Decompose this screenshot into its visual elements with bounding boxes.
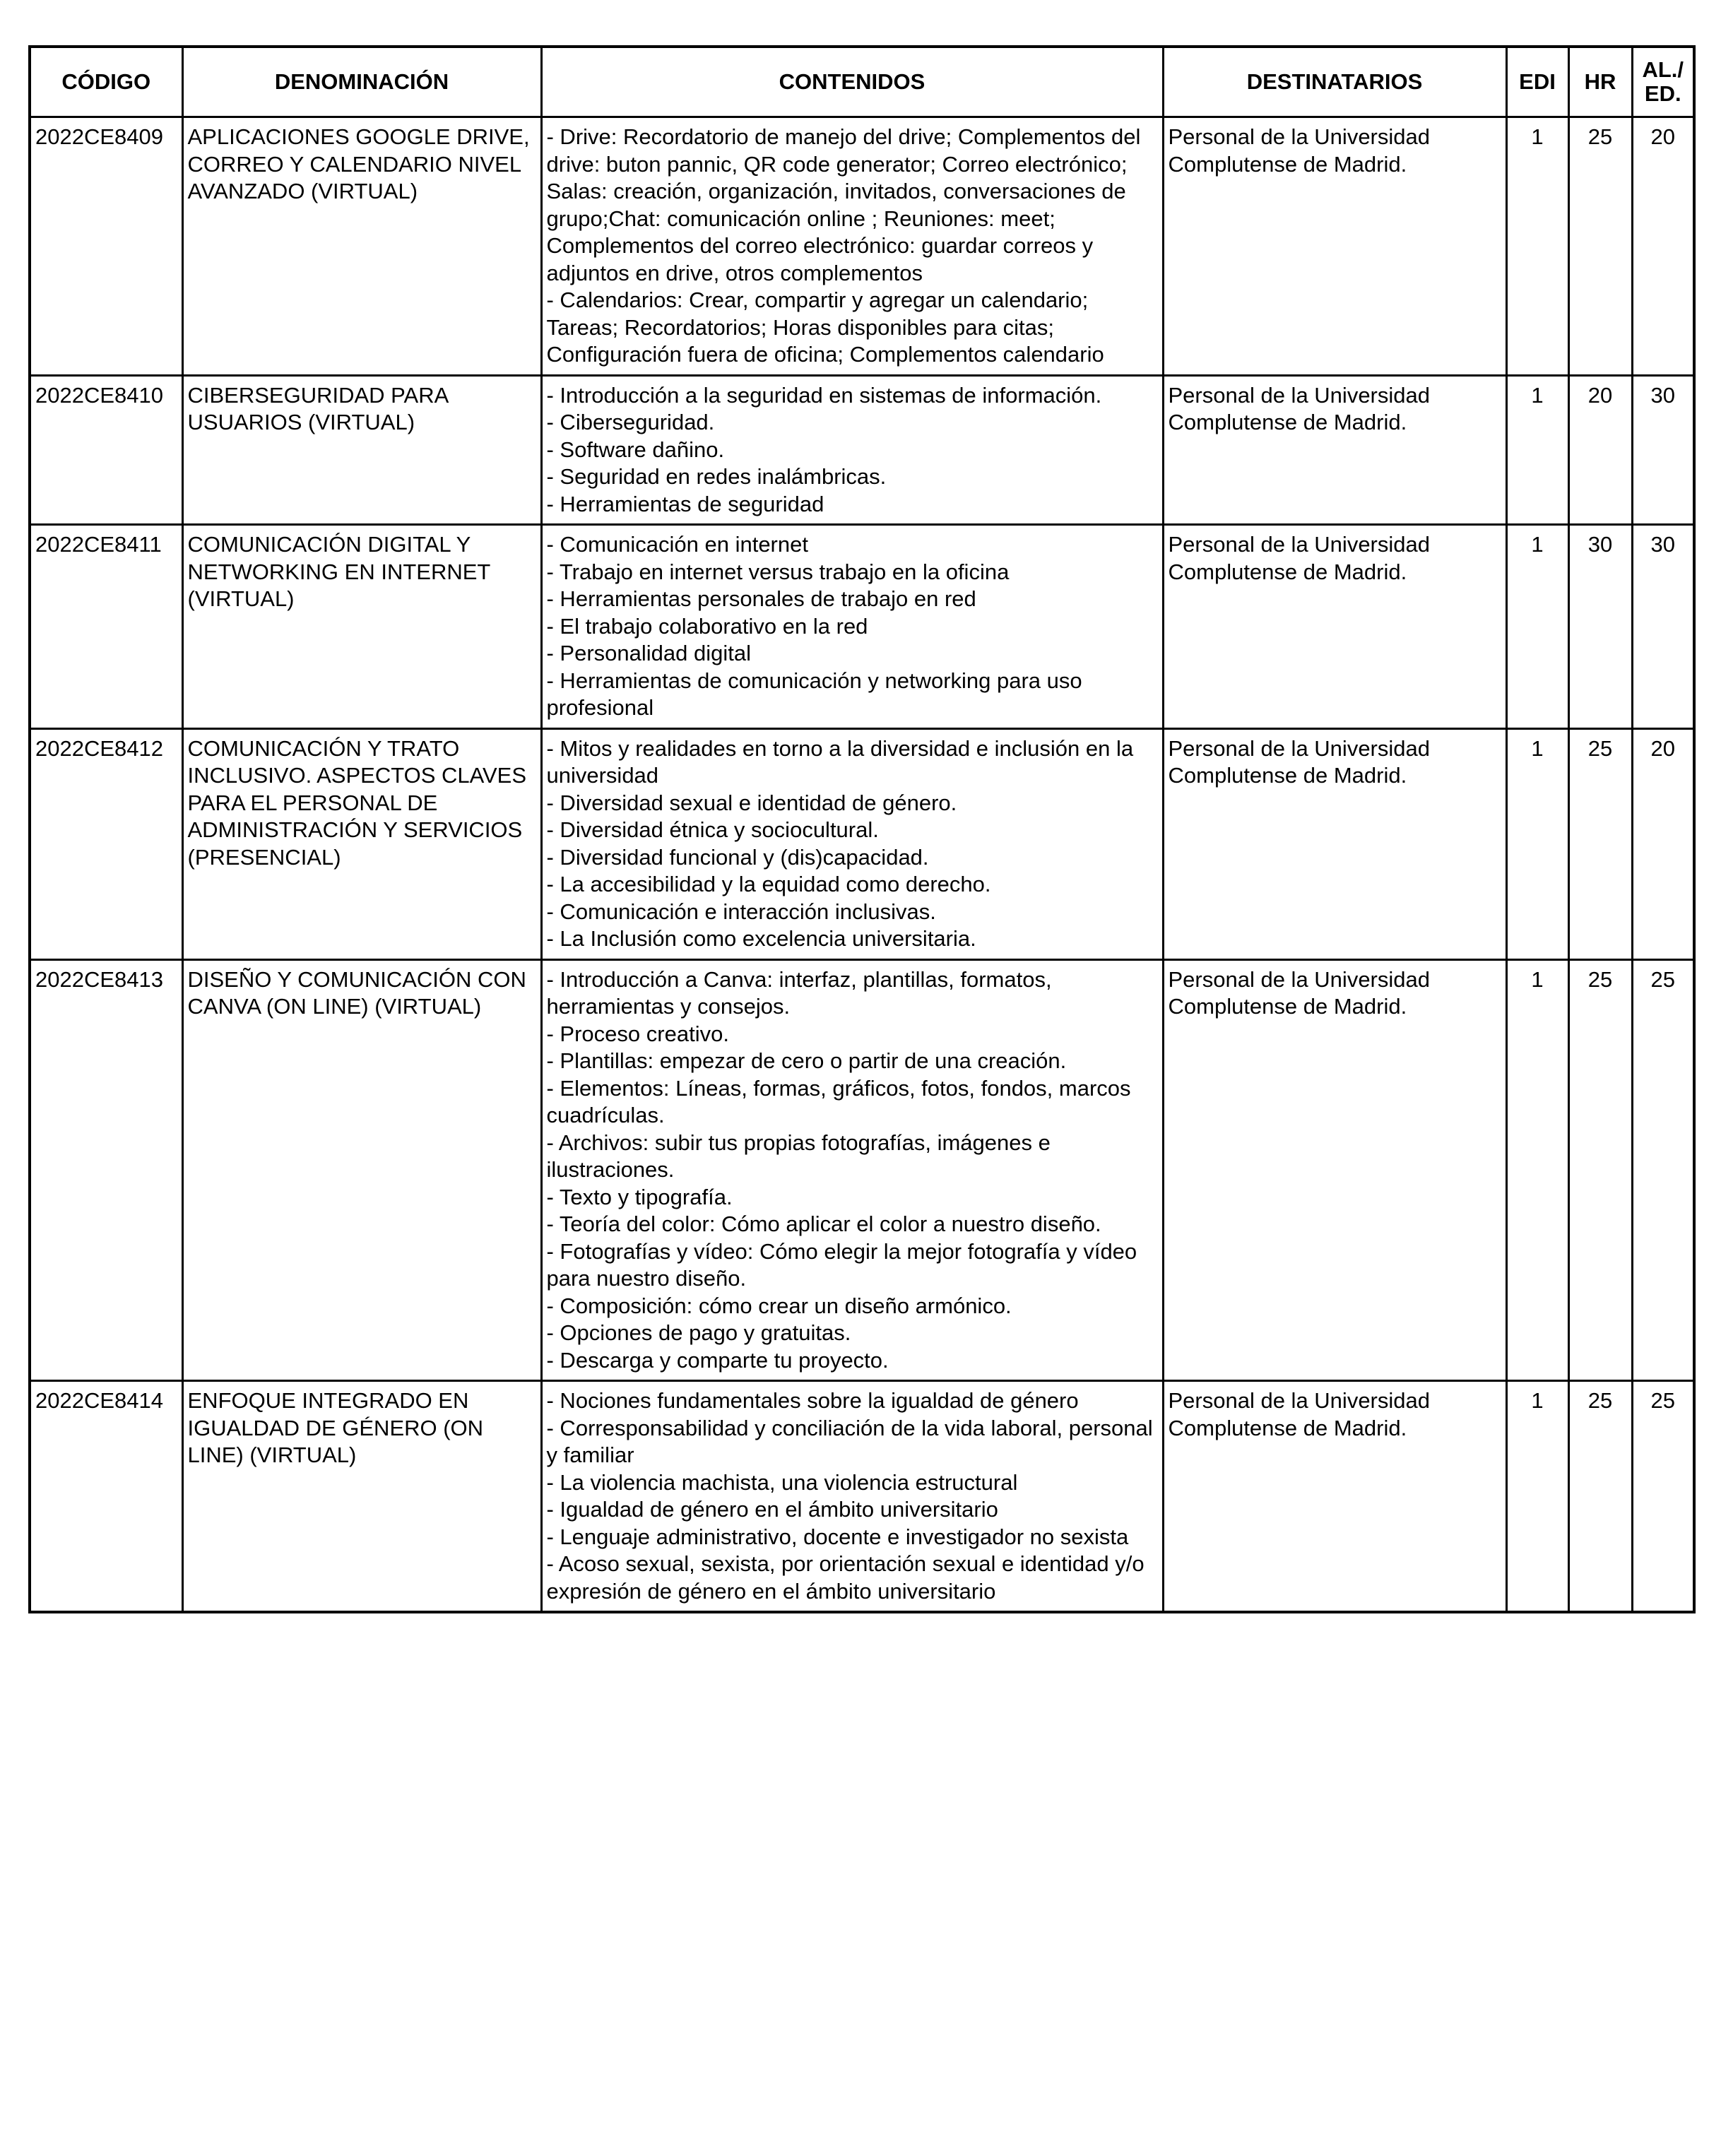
contenido-item: - Opciones de pago y gratuitas. bbox=[546, 1320, 851, 1345]
table-row bbox=[30, 375, 1694, 525]
cell-contenidos bbox=[541, 525, 1163, 729]
cell-hr: 30 bbox=[1568, 525, 1632, 729]
cell-contenidos bbox=[541, 1381, 1163, 1613]
contenido-item: - Acoso sexual, sexista, por orientación sexual e identidad y/o expresión de género en el ámbito universitario bbox=[546, 1551, 1145, 1604]
header-contenidos: CONTENIDOS bbox=[541, 47, 1163, 117]
contenido-item: - Herramientas de comunicación y networking para uso profesional bbox=[546, 668, 1082, 720]
contenido-item: - Software dañino. bbox=[546, 437, 725, 462]
cell-hr: 25 bbox=[1568, 1381, 1632, 1613]
header-edi: EDI bbox=[1506, 47, 1568, 117]
contenido-item: - Diversidad étnica y sociocultural. bbox=[546, 817, 879, 842]
cell-al-ed: 25 bbox=[1632, 1381, 1694, 1613]
header-al-ed: AL./ ED. bbox=[1632, 47, 1694, 117]
contenido-item: - Introducción a la seguridad en sistemas de información. bbox=[546, 382, 1102, 408]
cell-denominacion: ENFOQUE INTEGRADO EN IGUALDAD DE GÉNERO (ON LINE) (VIRTUAL) bbox=[182, 1381, 541, 1613]
cell-denominacion: COMUNICACIÓN Y TRATO INCLUSIVO. ASPECTOS CLAVES PARA EL PERSONAL DE ADMINISTRACIÓN Y SERVICIOS (PRESENCIAL) bbox=[182, 728, 541, 959]
contenido-item: - Calendarios: Crear, compartir y agregar un calendario; Tareas; Recordatorios; Horas disponibles para citas; Configuración fuera de oficina; Complementos calendario bbox=[546, 288, 1104, 367]
contenido-item: - Herramientas de seguridad bbox=[546, 491, 824, 516]
contenido-item: - Lenguaje administrativo, docente e investigador no sexista bbox=[546, 1524, 1129, 1549]
contenido-item: - La violencia machista, una violencia estructural bbox=[546, 1469, 1018, 1495]
cell-contenidos bbox=[541, 959, 1163, 1381]
cell-contenidos bbox=[541, 375, 1163, 525]
cell-denominacion: DISEÑO Y COMUNICACIÓN CON CANVA (ON LINE) (VIRTUAL) bbox=[182, 959, 541, 1381]
contenido-item: - Comunicación en internet bbox=[546, 532, 808, 557]
cell-hr: 20 bbox=[1568, 375, 1632, 525]
cell-destinatarios: Personal de la Universidad Complutense de Madrid. bbox=[1163, 1381, 1506, 1613]
courses-table bbox=[28, 45, 1696, 1613]
contenido-item: - Drive: Recordatorio de manejo del drive; Complementos del drive: buton pannic, QR code generator; Correo electrónico; Salas: creación, organización, invitados, conversaciones de grupo;Chat: comunicación online ; Reuniones: meet; Complementos del correo electrónico: guardar correos y adjuntos en drive, otros complementos bbox=[546, 124, 1141, 285]
cell-edi: 1 bbox=[1506, 375, 1568, 525]
cell-destinatarios: Personal de la Universidad Complutense de Madrid. bbox=[1163, 959, 1506, 1381]
cell-edi: 1 bbox=[1506, 728, 1568, 959]
contenido-item: - Nociones fundamentales sobre la igualdad de género bbox=[546, 1388, 1079, 1413]
cell-al-ed: 20 bbox=[1632, 117, 1694, 376]
contenido-item: - Mitos y realidades en torno a la diversidad e inclusión en la universidad bbox=[546, 735, 1134, 788]
header-codigo: CÓDIGO bbox=[30, 47, 182, 117]
cell-codigo: 2022CE8412 bbox=[30, 728, 182, 959]
cell-destinatarios: Personal de la Universidad Complutense de Madrid. bbox=[1163, 117, 1506, 376]
cell-hr: 25 bbox=[1568, 959, 1632, 1381]
contenido-item: - La accesibilidad y la equidad como derecho. bbox=[546, 872, 991, 896]
cell-codigo: 2022CE8414 bbox=[30, 1381, 182, 1613]
cell-edi: 1 bbox=[1506, 525, 1568, 729]
header-destinatarios: DESTINATARIOS bbox=[1163, 47, 1506, 117]
cell-hr: 25 bbox=[1568, 728, 1632, 959]
cell-contenidos bbox=[541, 117, 1163, 376]
cell-destinatarios: Personal de la Universidad Complutense de Madrid. bbox=[1163, 525, 1506, 729]
contenido-item: - Introducción a Canva: interfaz, plantillas, formatos, herramientas y consejos. bbox=[546, 966, 1052, 1019]
contenido-item: - La Inclusión como excelencia universitaria. bbox=[546, 926, 976, 951]
contenido-item: - Elementos: Líneas, formas, gráficos, fotos, fondos, marcos cuadrículas. bbox=[546, 1075, 1131, 1127]
cell-al-ed: 20 bbox=[1632, 728, 1694, 959]
cell-destinatarios: Personal de la Universidad Complutense de Madrid. bbox=[1163, 728, 1506, 959]
cell-codigo: 2022CE8410 bbox=[30, 375, 182, 525]
cell-codigo: 2022CE8413 bbox=[30, 959, 182, 1381]
cell-denominacion: COMUNICACIÓN DIGITAL Y NETWORKING EN INTERNET (VIRTUAL) bbox=[182, 525, 541, 729]
contenido-item: - Comunicación e interacción inclusivas. bbox=[546, 899, 936, 924]
contenido-item: - Seguridad en redes inalámbricas. bbox=[546, 464, 887, 489]
cell-denominacion: APLICACIONES GOOGLE DRIVE, CORREO Y CALENDARIO NIVEL AVANZADO (VIRTUAL) bbox=[182, 117, 541, 376]
table-row bbox=[30, 117, 1694, 376]
cell-al-ed: 30 bbox=[1632, 375, 1694, 525]
cell-edi: 1 bbox=[1506, 959, 1568, 1381]
contenido-item: - Ciberseguridad. bbox=[546, 410, 715, 434]
contenido-item: - Fotografías y vídeo: Cómo elegir la mejor fotografía y vídeo para nuestro diseño. bbox=[546, 1238, 1137, 1291]
contenido-item: - Trabajo en internet versus trabajo en la oficina bbox=[546, 559, 1010, 584]
contenido-item: - Composición: cómo crear un diseño armónico. bbox=[546, 1293, 1012, 1318]
cell-denominacion: CIBERSEGURIDAD PARA USUARIOS (VIRTUAL) bbox=[182, 375, 541, 525]
cell-destinatarios: Personal de la Universidad Complutense de Madrid. bbox=[1163, 375, 1506, 525]
contenido-item: - Herramientas personales de trabajo en red bbox=[546, 586, 976, 611]
cell-hr: 25 bbox=[1568, 117, 1632, 376]
header-row bbox=[30, 47, 1694, 117]
contenido-item: - Diversidad sexual e identidad de género. bbox=[546, 790, 957, 815]
contenido-item: - Plantillas: empezar de cero o partir de una creación. bbox=[546, 1048, 1067, 1073]
table-row bbox=[30, 525, 1694, 729]
contenido-item: - Corresponsabilidad y conciliación de la vida laboral, personal y familiar bbox=[546, 1415, 1153, 1467]
contenido-item: - Diversidad funcional y (dis)capacidad. bbox=[546, 844, 929, 870]
table-row bbox=[30, 1381, 1694, 1613]
cell-codigo: 2022CE8411 bbox=[30, 525, 182, 729]
header-hr: HR bbox=[1568, 47, 1632, 117]
contenido-item: - El trabajo colaborativo en la red bbox=[546, 613, 868, 639]
table-row bbox=[30, 959, 1694, 1381]
contenido-item: - Igualdad de género en el ámbito universitario bbox=[546, 1497, 998, 1522]
contenido-item: - Proceso creativo. bbox=[546, 1021, 729, 1046]
table-row bbox=[30, 728, 1694, 959]
cell-edi: 1 bbox=[1506, 1381, 1568, 1613]
cell-edi: 1 bbox=[1506, 117, 1568, 376]
contenido-item: - Teoría del color: Cómo aplicar el color a nuestro diseño. bbox=[546, 1212, 1101, 1236]
contenido-item: - Texto y tipografía. bbox=[546, 1184, 733, 1209]
cell-contenidos bbox=[541, 728, 1163, 959]
cell-codigo: 2022CE8409 bbox=[30, 117, 182, 376]
cell-al-ed: 30 bbox=[1632, 525, 1694, 729]
contenido-item: - Archivos: subir tus propias fotografías, imágenes e ilustraciones. bbox=[546, 1130, 1051, 1182]
header-denominacion: DENOMINACIÓN bbox=[182, 47, 541, 117]
cell-al-ed: 25 bbox=[1632, 959, 1694, 1381]
contenido-item: - Descarga y comparte tu proyecto. bbox=[546, 1347, 889, 1373]
contenido-item: - Personalidad digital bbox=[546, 641, 752, 665]
